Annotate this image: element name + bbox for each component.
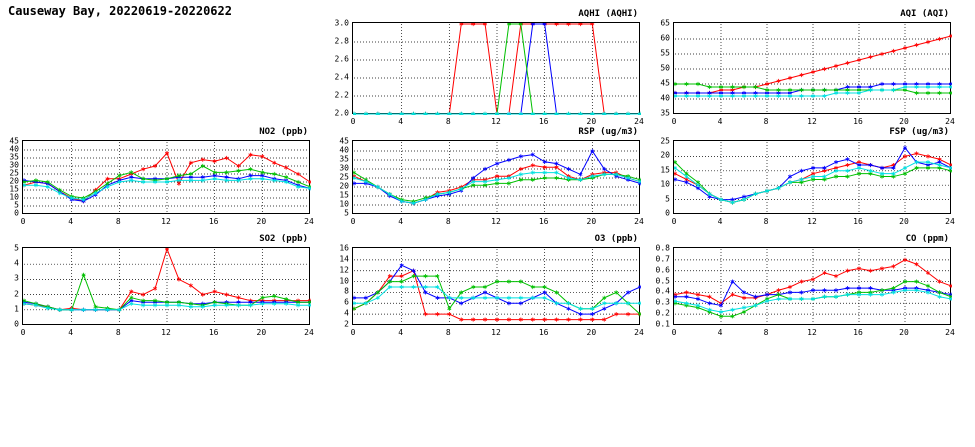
y-tick-label-aqhi-1: 2.2 xyxy=(334,90,349,100)
y-tick-label-rsp-8: 45 xyxy=(339,136,349,146)
x-tick-label-fsp-5: 20 xyxy=(899,217,909,226)
x-tick-label-co-3: 12 xyxy=(807,328,817,337)
plot-area-so2 xyxy=(22,247,310,325)
y-tick-label-rsp-3: 20 xyxy=(339,181,349,191)
x-tick-label-o3-5: 20 xyxy=(586,328,597,337)
y-tick-label-so2-5: 5 xyxy=(14,243,19,253)
y-tick-label-no2-0: 0 xyxy=(14,208,19,218)
page-title: Causeway Bay, 20220619-20220622 xyxy=(8,4,232,18)
y-tick-label-fsp-2: 10 xyxy=(660,179,670,189)
x-tick-label-fsp-1: 4 xyxy=(717,217,723,226)
plot-area-rsp xyxy=(352,140,640,214)
x-tick-label-co-6: 24 xyxy=(945,328,955,337)
y-tick-label-aqi-2: 45 xyxy=(660,78,670,88)
chart-panel-rsp xyxy=(339,127,644,226)
x-tick-label-aqhi-0: 0 xyxy=(350,117,356,126)
y-tick-label-aqhi-3: 2.6 xyxy=(334,54,349,64)
y-tick-label-aqi-4: 55 xyxy=(660,48,670,58)
x-tick-label-aqhi-3: 12 xyxy=(491,117,501,126)
y-tick-label-rsp-7: 40 xyxy=(339,145,349,155)
x-tick-label-rsp-4: 16 xyxy=(538,217,549,226)
y-tick-label-co-4: 0.5 xyxy=(655,276,670,286)
chart-title-no2: NO2 (ppb) xyxy=(259,127,308,137)
y-tick-label-o3-1: 4 xyxy=(344,308,349,318)
y-tick-label-co-2: 0.3 xyxy=(655,297,670,307)
y-tick-label-so2-3: 3 xyxy=(14,273,19,283)
y-tick-label-o3-5: 12 xyxy=(339,265,349,275)
y-tick-label-no2-2: 10 xyxy=(9,192,19,202)
x-tick-label-aqi-3: 12 xyxy=(807,117,817,126)
x-tick-label-co-0: 0 xyxy=(671,328,677,337)
chart-title-rsp: RSP (ug/m3) xyxy=(578,127,638,137)
y-tick-label-o3-3: 8 xyxy=(344,286,349,296)
y-tick-label-o3-0: 2 xyxy=(344,319,349,329)
y-tick-label-aqhi-5: 3.0 xyxy=(334,18,349,28)
x-tick-label-rsp-2: 8 xyxy=(445,217,451,226)
y-tick-label-so2-1: 1 xyxy=(14,304,19,314)
y-tick-label-no2-4: 20 xyxy=(9,176,19,186)
chart-panel-co xyxy=(655,234,955,337)
x-tick-label-rsp-0: 0 xyxy=(350,217,356,226)
x-tick-label-co-4: 16 xyxy=(853,328,863,337)
x-tick-label-rsp-6: 24 xyxy=(634,217,644,226)
x-tick-label-o3-4: 16 xyxy=(538,328,549,337)
y-tick-label-aqhi-0: 2.0 xyxy=(334,108,349,118)
x-tick-label-aqhi-6: 24 xyxy=(634,117,644,126)
x-tick-label-no2-1: 4 xyxy=(68,217,74,226)
y-tick-label-so2-0: 0 xyxy=(14,319,19,329)
x-tick-label-so2-0: 0 xyxy=(20,328,26,337)
y-tick-label-co-3: 0.4 xyxy=(655,286,670,296)
y-tick-label-co-6: 0.7 xyxy=(655,254,670,264)
x-tick-label-aqi-6: 24 xyxy=(945,117,955,126)
chart-title-fsp: FSP (ug/m3) xyxy=(889,127,949,137)
x-tick-label-fsp-2: 8 xyxy=(763,217,769,226)
y-tick-label-o3-4: 10 xyxy=(339,276,349,286)
y-tick-label-rsp-5: 30 xyxy=(339,163,349,173)
x-tick-label-co-1: 4 xyxy=(717,328,723,337)
chart-title-aqhi: AQHI (AQHI) xyxy=(578,9,638,19)
chart-title-aqi: AQI (AQI) xyxy=(900,9,949,19)
plot-area-fsp xyxy=(673,140,951,214)
x-tick-label-o3-2: 8 xyxy=(445,328,451,337)
x-tick-label-o3-6: 24 xyxy=(634,328,644,337)
y-tick-label-aqi-6: 65 xyxy=(660,18,670,28)
plot-area-aqi xyxy=(673,22,951,114)
x-tick-label-no2-4: 16 xyxy=(208,217,219,226)
x-tick-label-so2-1: 4 xyxy=(68,328,74,337)
y-tick-label-so2-2: 2 xyxy=(14,289,19,299)
y-tick-label-rsp-1: 10 xyxy=(339,199,349,209)
y-tick-label-no2-8: 40 xyxy=(9,144,19,154)
x-tick-label-no2-6: 24 xyxy=(304,217,314,226)
y-tick-label-aqi-3: 50 xyxy=(660,63,670,73)
y-tick-label-no2-5: 25 xyxy=(9,168,19,178)
chart-panel-so2 xyxy=(14,234,314,337)
x-tick-label-so2-4: 16 xyxy=(208,328,219,337)
y-tick-label-fsp-5: 25 xyxy=(660,136,670,146)
plot-area-o3 xyxy=(352,247,640,325)
plot-area-aqhi xyxy=(352,22,640,114)
y-tick-label-no2-9: 45 xyxy=(9,136,19,146)
x-tick-label-aqhi-1: 4 xyxy=(398,117,404,126)
y-tick-label-no2-6: 30 xyxy=(9,160,19,170)
y-tick-label-aqi-5: 60 xyxy=(660,33,670,43)
y-tick-label-co-5: 0.6 xyxy=(655,265,670,275)
y-tick-label-fsp-4: 20 xyxy=(660,150,670,160)
x-tick-label-co-2: 8 xyxy=(763,328,769,337)
x-tick-label-fsp-0: 0 xyxy=(671,217,677,226)
x-tick-label-so2-5: 20 xyxy=(256,328,267,337)
y-tick-label-o3-6: 14 xyxy=(339,254,349,264)
y-tick-label-aqhi-4: 2.8 xyxy=(334,36,349,46)
x-tick-label-no2-2: 8 xyxy=(115,217,121,226)
x-tick-label-aqhi-4: 16 xyxy=(538,117,549,126)
chart-panel-o3 xyxy=(339,234,644,337)
y-tick-label-rsp-4: 25 xyxy=(339,172,349,182)
x-tick-label-o3-3: 12 xyxy=(491,328,501,337)
chart-title-so2: SO2 (ppb) xyxy=(259,234,308,244)
x-tick-label-so2-6: 24 xyxy=(304,328,314,337)
y-tick-label-no2-7: 35 xyxy=(9,152,19,162)
x-tick-label-aqhi-2: 8 xyxy=(445,117,451,126)
y-tick-label-no2-3: 15 xyxy=(9,184,19,194)
x-tick-label-no2-3: 12 xyxy=(161,217,171,226)
y-tick-label-aqi-1: 40 xyxy=(660,93,670,103)
x-tick-label-aqi-0: 0 xyxy=(671,117,677,126)
y-tick-label-co-0: 0.1 xyxy=(655,319,670,329)
chart-panel-fsp xyxy=(660,127,955,226)
x-tick-label-no2-5: 20 xyxy=(256,217,267,226)
x-tick-label-aqhi-5: 20 xyxy=(586,117,597,126)
x-tick-label-fsp-3: 12 xyxy=(807,217,817,226)
y-tick-label-o3-7: 16 xyxy=(339,243,349,253)
x-tick-label-aqi-5: 20 xyxy=(899,117,909,126)
x-tick-label-aqi-4: 16 xyxy=(853,117,863,126)
x-tick-label-o3-0: 0 xyxy=(350,328,356,337)
chart-panel-aqi xyxy=(660,9,955,126)
y-tick-label-fsp-1: 5 xyxy=(665,194,670,204)
x-tick-label-rsp-1: 4 xyxy=(398,217,404,226)
y-tick-label-co-1: 0.2 xyxy=(655,308,670,318)
y-tick-label-aqhi-2: 2.4 xyxy=(334,72,349,82)
x-tick-label-so2-2: 8 xyxy=(115,328,121,337)
chart-panel-no2 xyxy=(9,127,314,226)
chart-panel-aqhi xyxy=(334,9,644,126)
y-tick-label-co-7: 0.8 xyxy=(655,243,670,253)
x-tick-label-rsp-3: 12 xyxy=(491,217,501,226)
y-tick-label-aqi-0: 35 xyxy=(660,108,670,118)
x-tick-label-so2-3: 12 xyxy=(161,328,171,337)
y-tick-label-rsp-6: 35 xyxy=(339,154,349,164)
x-tick-label-aqi-2: 8 xyxy=(763,117,769,126)
chart-title-co: CO (ppm) xyxy=(905,234,949,244)
y-tick-label-fsp-3: 15 xyxy=(660,165,670,175)
x-tick-label-aqi-1: 4 xyxy=(717,117,723,126)
y-tick-label-o3-2: 6 xyxy=(344,297,349,307)
x-tick-label-fsp-4: 16 xyxy=(853,217,863,226)
x-tick-label-no2-0: 0 xyxy=(20,217,26,226)
y-tick-label-rsp-0: 5 xyxy=(344,208,349,218)
x-tick-label-fsp-6: 24 xyxy=(945,217,955,226)
plot-area-co xyxy=(673,247,951,325)
x-tick-label-rsp-5: 20 xyxy=(586,217,597,226)
plot-area-no2 xyxy=(22,140,310,214)
y-tick-label-rsp-2: 15 xyxy=(339,190,349,200)
x-tick-label-o3-1: 4 xyxy=(398,328,404,337)
x-tick-label-co-5: 20 xyxy=(899,328,909,337)
y-tick-label-fsp-0: 0 xyxy=(665,208,670,218)
y-tick-label-no2-1: 5 xyxy=(14,200,19,210)
chart-title-o3: O3 (ppb) xyxy=(594,234,638,244)
y-tick-label-so2-4: 4 xyxy=(14,258,19,268)
